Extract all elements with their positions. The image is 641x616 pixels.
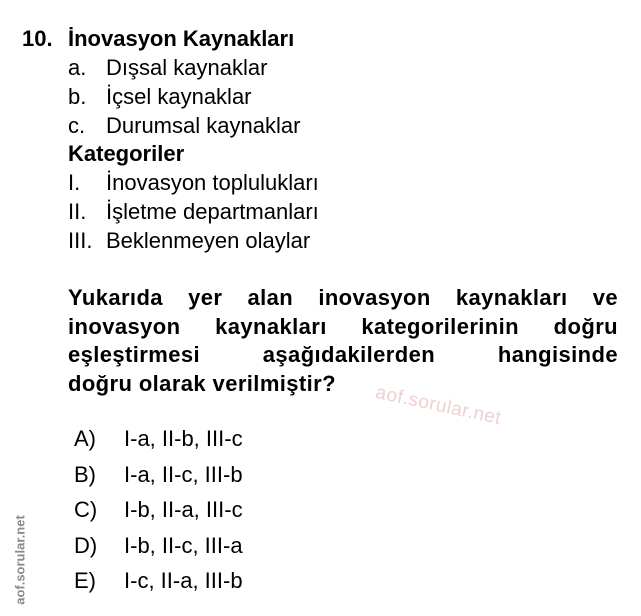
source-label: İçsel kaynaklar — [106, 84, 252, 109]
option-text: I-a, II-c, III-b — [124, 461, 243, 487]
category-marker: I. — [68, 170, 81, 195]
question-title: İnovasyon Kaynakları — [68, 26, 295, 51]
option-letter: D) — [74, 532, 98, 558]
source-item-c — [68, 111, 300, 140]
option-text: I-a, II-b, III-c — [124, 426, 243, 451]
categories-list — [68, 168, 319, 255]
category-label: Beklenmeyen olaylar — [106, 228, 311, 253]
stem-line: Yukarıda yer alan inovasyon kaynakları ve — [68, 285, 618, 310]
sources-list — [68, 53, 300, 140]
question-stem — [68, 284, 618, 398]
option-text: I-c, II-a, III-b — [124, 568, 243, 593]
category-label: İnovasyon toplulukları — [106, 170, 319, 195]
question-number: 10. — [22, 26, 53, 51]
source-label: Durumsal kaynaklar — [106, 113, 301, 138]
option-letter: B) — [74, 461, 96, 487]
option-text: I-b, II-c, III-a — [124, 532, 243, 558]
source-item-a — [68, 53, 300, 82]
source-marker: a. — [68, 55, 87, 80]
source-item-b — [68, 82, 300, 111]
source-marker: c. — [68, 113, 86, 138]
option-c[interactable] — [74, 492, 243, 528]
category-label: İşletme departmanları — [106, 199, 319, 224]
watermark-diagonal: aof.sorular.net — [373, 382, 504, 430]
option-text: I-b, II-a, III-c — [124, 497, 243, 522]
category-marker: II. — [68, 199, 87, 224]
option-b[interactable] — [74, 457, 243, 493]
option-e[interactable] — [74, 563, 243, 599]
source-label: Dışsal kaynaklar — [106, 55, 268, 80]
option-a[interactable] — [74, 421, 243, 457]
category-item-iii — [68, 226, 319, 255]
category-item-ii — [68, 197, 319, 226]
stem-line: doğru olarak verilmiştir? — [68, 370, 336, 396]
stem-line: inovasyon kaynakları kategorilerinin doğru — [68, 313, 618, 339]
option-d[interactable] — [74, 528, 243, 564]
option-letter: E) — [74, 568, 96, 593]
stem-line: eşleştirmesi aşağıdakilerden hangisinde — [68, 342, 618, 367]
source-marker: b. — [68, 84, 87, 109]
watermark-side: aof.sorular.net — [12, 515, 28, 605]
option-letter: A) — [74, 426, 96, 451]
category-marker: III. — [68, 228, 93, 253]
categories-heading: Kategoriler — [68, 141, 185, 166]
category-item-i — [68, 168, 319, 197]
answer-options — [74, 421, 243, 599]
option-letter: C) — [74, 497, 98, 522]
